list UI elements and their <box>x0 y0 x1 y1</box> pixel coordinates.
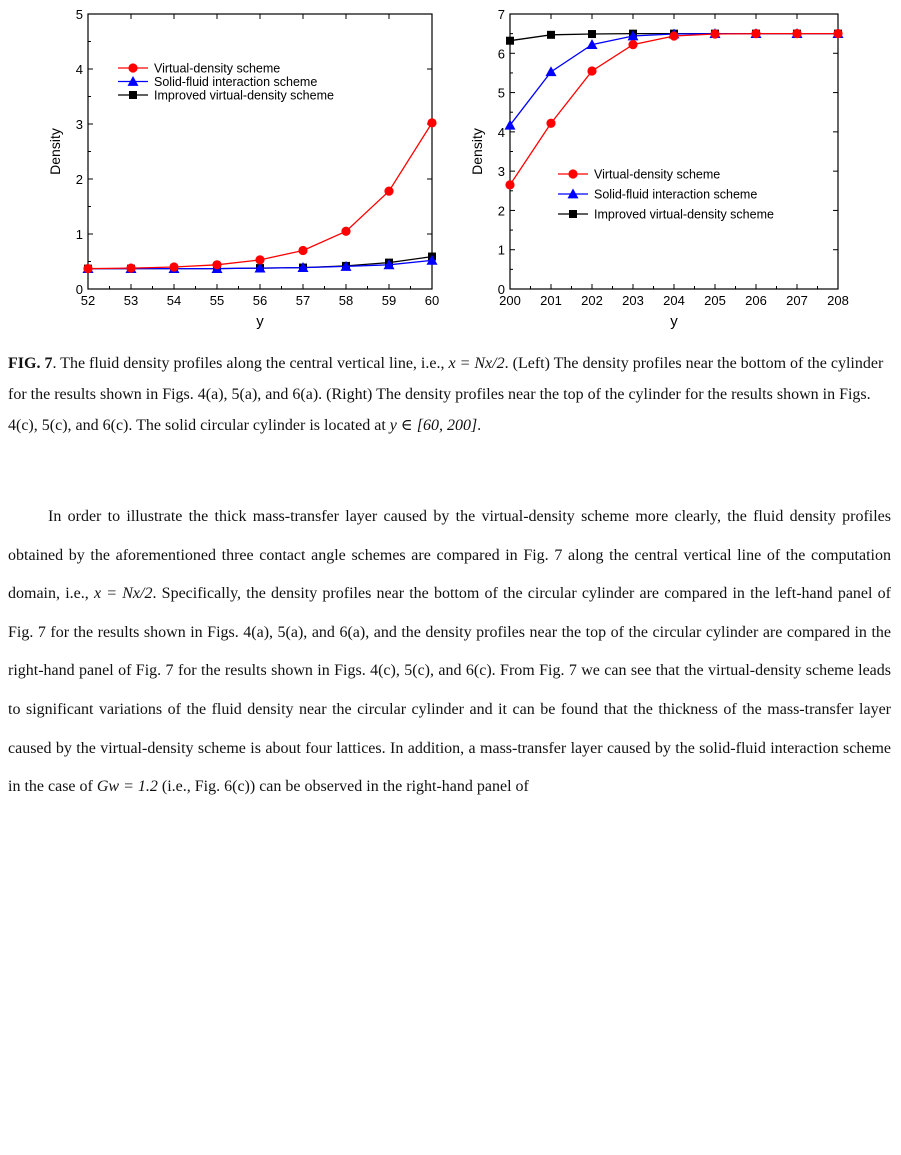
left-density-chart <box>0 0 445 345</box>
data-point <box>427 118 436 127</box>
y-tick-label: 0 <box>497 282 505 297</box>
figure-label: FIG. 7 <box>8 355 53 372</box>
series-line <box>510 34 838 126</box>
figure-caption <box>8 348 888 441</box>
legend-marker <box>129 91 137 99</box>
data-point <box>751 29 760 38</box>
x-tick-label: 207 <box>786 293 808 308</box>
y-tick-label: 2 <box>75 172 83 187</box>
x-tick-label: 201 <box>540 293 562 308</box>
data-point <box>255 255 264 264</box>
data-point <box>212 260 221 269</box>
body-math-2: Gw = 1.2 <box>96 778 158 796</box>
y-tick-label: 4 <box>497 124 505 140</box>
x-tick-label: 59 <box>381 293 397 308</box>
caption-math-1: x = Nx/2 <box>448 355 505 372</box>
x-tick-label: 56 <box>252 293 268 308</box>
y-axis-label: Density <box>47 128 63 175</box>
y-axis-label: Density <box>469 128 485 175</box>
y-tick-label: 3 <box>75 117 83 132</box>
x-tick-label: 208 <box>827 293 849 308</box>
body-text-1: In order to illustrate the thick mass-transfer layer caused by the virtual-density scheme more clearly, the fluid density profiles obtained by the aforementioned three contact angle schemes are compared in Fig. 7 along the central vertical line of the computation domain, i.e., <box>8 508 891 603</box>
x-tick-label: 203 <box>622 293 644 308</box>
caption-text-2: . (Left) The density profiles near the bottom of the cylinder for the results shown in Figs. 4(a), 5(a), and 6(a). (Right) The density profiles near the top of the cylinder for the results shown in Figs. 4(c), 5(c), and 6(c). The solid circular cylinder is located at <box>8 355 884 434</box>
data-point <box>384 187 393 196</box>
y-tick-label: 4 <box>75 62 83 77</box>
data-point <box>628 40 637 49</box>
y-tick-label: 1 <box>497 242 505 258</box>
y-tick-label: 6 <box>497 46 505 62</box>
legend-label: Virtual-density scheme <box>154 61 281 76</box>
x-tick-label: 204 <box>663 293 685 308</box>
legend-label: Solid-fluid interaction scheme <box>594 187 758 202</box>
data-point <box>506 37 514 45</box>
legend-marker <box>128 63 137 72</box>
data-point <box>298 246 307 255</box>
x-tick-label: 205 <box>704 293 726 308</box>
caption-text-1: . The fluid density profiles along the central vertical line, i.e., <box>52 355 445 372</box>
data-point <box>833 29 842 38</box>
data-point <box>505 180 514 189</box>
x-tick-label: 206 <box>745 293 767 308</box>
data-point <box>792 29 801 38</box>
x-tick-label: 53 <box>123 293 139 308</box>
data-point <box>669 31 678 40</box>
y-tick-label: 3 <box>497 164 505 180</box>
right-density-chart <box>450 0 901 345</box>
legend-label: Improved virtual-density scheme <box>594 207 774 222</box>
y-tick-label: 5 <box>497 85 505 101</box>
data-point <box>83 264 92 273</box>
x-tick-label: 54 <box>166 293 182 308</box>
y-tick-label: 1 <box>75 227 83 242</box>
legend-marker <box>568 169 577 178</box>
x-tick-label: 58 <box>338 293 354 308</box>
data-point <box>546 119 555 128</box>
x-tick-label: 52 <box>80 293 96 308</box>
data-point <box>169 262 178 271</box>
legend-label: Improved virtual-density scheme <box>154 88 334 103</box>
y-tick-label: 0 <box>75 282 83 297</box>
x-tick-label: 202 <box>581 293 603 308</box>
y-tick-label: 7 <box>497 7 505 22</box>
plot-frame <box>510 14 838 289</box>
data-point <box>710 29 719 38</box>
body-text-3: (i.e., Fig. 6(c)) can be observed in the right-hand panel of <box>161 778 529 796</box>
body-math-1: x = Nx/2 <box>93 585 153 603</box>
plot-frame <box>88 14 432 289</box>
x-axis-label: y <box>670 313 678 330</box>
data-point <box>547 31 555 39</box>
x-axis-label: y <box>256 313 264 330</box>
x-tick-label: 55 <box>209 293 225 308</box>
data-point <box>587 66 596 75</box>
data-point <box>588 30 596 38</box>
y-tick-label: 2 <box>497 203 505 219</box>
x-tick-label: 57 <box>295 293 311 308</box>
data-point <box>546 66 557 76</box>
data-point <box>341 227 350 236</box>
legend-label: Solid-fluid interaction scheme <box>154 75 318 89</box>
series-line <box>510 34 838 185</box>
y-tick-label: 5 <box>75 7 83 22</box>
legend-marker <box>569 210 577 218</box>
body-text-2: . Specifically, the density profiles near the bottom of the circular cylinder are compared in the left-hand panel of Fig. 7 for the results shown in Figs. 4(a), 5(a), and 6(a), and the density profiles near the top of the circular cylinder are compared in the right-hand panel of Fig. 7 for the results shown in Figs. 4(c), 5(c), and 6(c). From Fig. 7 we can see that the virtual-density scheme leads to significant variations of the fluid density near the circular cylinder and it can be found that the thickness of the mass-transfer layer caused by the virtual-density scheme is about four lattices. In addition, a mass-transfer layer caused by the solid-fluid interaction scheme in the case of <box>8 585 892 796</box>
x-tick-label: 200 <box>499 293 521 308</box>
caption-text-3: . <box>477 417 482 434</box>
caption-math-2: y ∈ [60, 200] <box>389 417 478 434</box>
legend-label: Virtual-density scheme <box>594 167 721 182</box>
body-paragraph <box>8 498 891 807</box>
x-tick-label: 60 <box>424 293 440 308</box>
series-line <box>88 123 432 269</box>
data-point <box>126 264 135 273</box>
